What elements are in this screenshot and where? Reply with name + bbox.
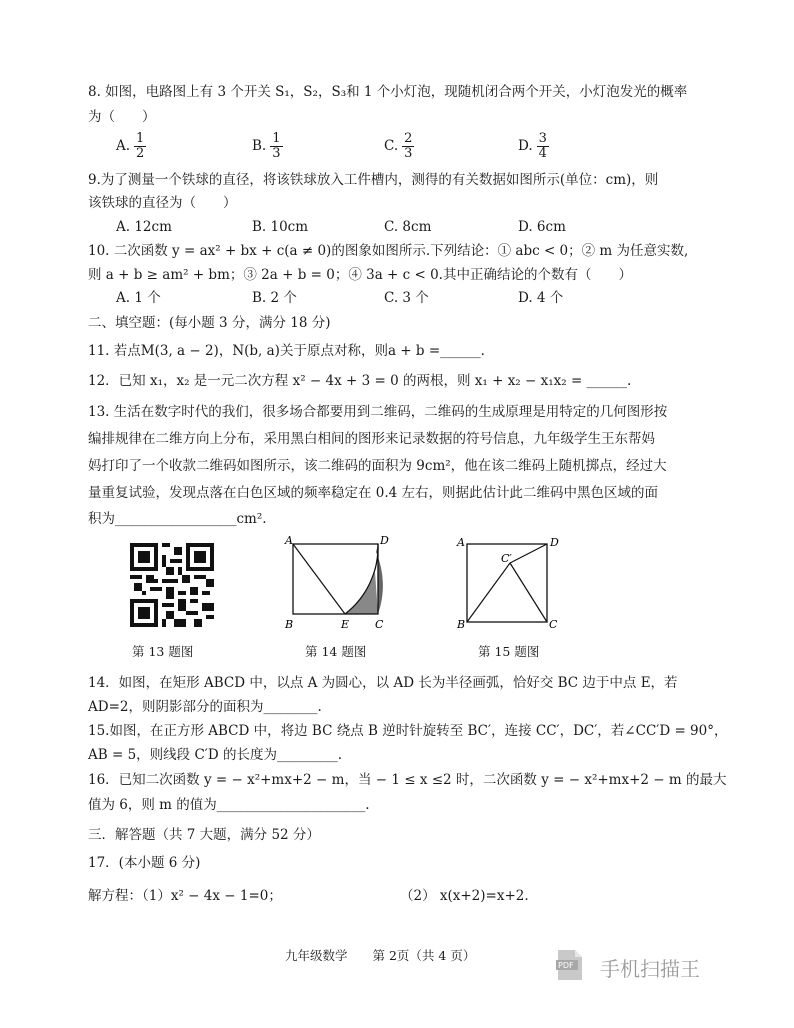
q9-option-a: A. 12cm xyxy=(116,219,172,235)
qr-code-figure xyxy=(130,543,214,627)
fig14-label-b: B xyxy=(285,618,294,631)
caption-figure-14: 第 14 题图 xyxy=(305,644,367,659)
fig15-label-c: C xyxy=(549,618,558,631)
figure-15-square-rotation xyxy=(455,536,561,636)
q10-line2: 则 a + b ≥ am² + bm；③ 2a + b = 0；④ 3a + c < 0.其中正确结论的个数有（ ） xyxy=(88,267,632,283)
q15-line2: AB = 5，则线段 C′D 的长度为_________. xyxy=(88,747,342,763)
fig14-label-a: A xyxy=(285,536,293,547)
fig14-label-c: C xyxy=(375,618,384,631)
q9-line1: 9.为了测量一个铁球的直径，将该铁球放入工件槽内，测得的有关数据如图所示(单位：cm)，则 xyxy=(88,172,659,188)
watermark-text: 手机扫描王 xyxy=(600,957,700,981)
q9-option-d: D. 6cm xyxy=(518,219,566,235)
q10-option-b: B. 2 个 xyxy=(252,290,297,306)
q13-line2: 编排规律在二维方向上分布，采用黑白相间的图形来记录数据的符号信息，九年级学生王东帮妈 xyxy=(88,431,655,447)
q13-line1: 13. 生活在数字时代的我们，很多场合都要用到二维码，二维码的生成原理是用特定的几何图形按 xyxy=(88,404,668,420)
section-solution-heading: 三．解答题（共 7 大题，满分 52 分） xyxy=(88,827,320,843)
fig15-label-b: B xyxy=(457,618,466,631)
q16-line2: 值为 6，则 m 的值为______________________. xyxy=(88,797,370,813)
fig14-label-e: E xyxy=(341,618,350,631)
q13-line5: 积为__________________cm². xyxy=(88,511,267,527)
q12: 12．已知 x₁，x₂ 是一元二次方程 x² − 4x + 3 = 0 的两根，则 x₁ + x₂ − x₁x₂ = ______. xyxy=(88,373,632,389)
q17-part1: 解方程：（1）x² − 4x − 1=0； xyxy=(88,888,282,904)
pdf-icon xyxy=(556,948,584,982)
q17-title: 17．(本小题 6 分) xyxy=(88,855,201,871)
section-fill-in-heading: 二、填空题：(每小题 3 分，满分 18 分) xyxy=(88,315,331,331)
q9-option-b: B. 10cm xyxy=(252,219,309,235)
q8-option-b: B. $\frac{1}{3}$ xyxy=(252,131,281,161)
q14-line1: 14．如图，在矩形 ABCD 中，以点 A 为圆心，以 AD 长为半径画弧，恰好交 BC 边于中点 E，若 xyxy=(88,675,678,691)
q10-option-a: A. 1 个 xyxy=(116,290,161,306)
fig15-label-d: D xyxy=(550,536,559,549)
q17-part2: （2） x(x+2)=x+2. xyxy=(400,888,529,904)
q15-line1: 15.如图，在正方形 ABCD 中，将边 BC 绕点 B 逆时针旋转至 BC′，连接 CC′，DC′，若∠CC′D = 90°， xyxy=(88,723,728,739)
q8-option-d: D. $\frac{3}{4}$ xyxy=(518,131,547,161)
caption-figure-15: 第 15 题图 xyxy=(478,644,540,659)
svg-text:PDF: PDF xyxy=(558,961,574,970)
q8-line1: 8. 如图，电路图上有 3 个开关 S₁，S₂，S₃和 1 个小灯泡，现随机闭合两个开关，小灯泡发光的概率 xyxy=(88,84,688,100)
q8-option-c: C. $\frac{2}{3}$ xyxy=(384,131,413,161)
figure-14-rectangle-arc xyxy=(283,536,395,636)
q13-line3: 妈打印了一个收款二维码如图所示，该二维码的面积为 9cm²，他在该二维码上随机掷点，经过大 xyxy=(88,458,667,474)
q9-line2: 该铁球的直径为（ ） xyxy=(88,195,237,211)
q11: 11. 若点M(3, a − 2)，N(b, a)关于原点对称，则a + b =______. xyxy=(88,343,485,359)
q10-line1: 10. 二次函数 y = ax² + bx + c(a ≠ 0)的图象如图所示.下列结论：① abc < 0；② m 为任意实数, xyxy=(88,243,689,259)
q16-line1: 16．已知二次函数 y = − x²+mx+2 − m，当 − 1 ≤ x ≤2 时，二次函数 y = − x²+mx+2 − m 的最大 xyxy=(88,772,727,788)
q8-option-a: A. $\frac{1}{2}$ xyxy=(116,131,145,161)
q14-line2: AD=2，则阴影部分的面积为________. xyxy=(88,699,322,715)
q13-line4: 量重复试验，发现点落在白色区域的频率稳定在 0.4 左右，则据此估计此二维码中黑色区域的面 xyxy=(88,485,659,501)
scanner-watermark xyxy=(548,946,748,986)
q10-option-d: D. 4 个 xyxy=(518,290,564,306)
q10-option-c: C. 3 个 xyxy=(384,290,429,306)
caption-figure-13: 第 13 题图 xyxy=(132,644,194,659)
fig14-label-d: D xyxy=(380,536,389,547)
page-footer: 九年级数学 第 2页（共 4 页） xyxy=(285,948,476,963)
q9-option-c: C. 8cm xyxy=(384,219,432,235)
q8-line2: 为（ ） xyxy=(88,109,156,125)
fig15-label-c-prime: C′ xyxy=(501,552,512,565)
fig15-label-a: A xyxy=(457,536,465,549)
